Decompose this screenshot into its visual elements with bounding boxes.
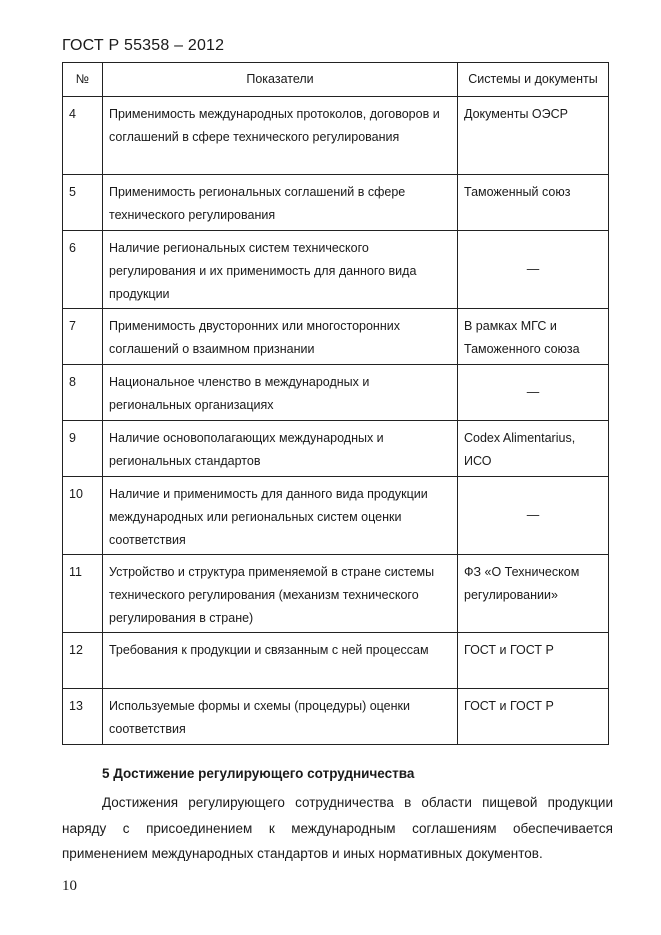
row-system: ГОСТ и ГОСТ Р <box>458 689 609 745</box>
table-row <box>63 555 609 633</box>
row-indicator: Наличие основополагающих международных и региональных стандартов <box>103 421 458 477</box>
table-row <box>63 633 609 689</box>
row-indicator: Применимость региональных соглашений в сфере технического регулирования <box>103 175 458 231</box>
row-number: 12 <box>63 633 103 689</box>
row-indicator: Применимость двусторонних или многосторонних соглашений о взаимном признании <box>103 309 458 365</box>
paragraph-text: Достижения регулирующего сотрудничества в области пищевой продукции наряду с присоединением к международным соглашениям обеспечивается применением международных стандартов и иных нормативных документов. <box>62 795 613 861</box>
row-number: 8 <box>63 365 103 421</box>
row-system: Таможенный союз <box>458 175 609 231</box>
row-number: 11 <box>63 555 103 633</box>
row-number: 9 <box>63 421 103 477</box>
table-header-row <box>63 63 609 97</box>
table-row <box>63 689 609 745</box>
table-row <box>63 421 609 477</box>
row-indicator: Национальное членство в международных и региональных организациях <box>103 365 458 421</box>
row-number: 6 <box>63 231 103 309</box>
column-header-systems: Системы и документы <box>458 63 609 97</box>
row-number: 4 <box>63 97 103 175</box>
row-number: 10 <box>63 477 103 555</box>
page-number: 10 <box>62 878 77 894</box>
row-system: Codex Alimentarius, ИСО <box>458 421 609 477</box>
row-indicator: Наличие и применимость для данного вида продукции международных или региональных систем оценки соответствия <box>103 477 458 555</box>
row-indicator: Используемые формы и схемы (процедуры) оценки соответствия <box>103 689 458 745</box>
row-indicator: Требования к продукции и связанным с ней процессам <box>103 633 458 689</box>
column-header-indicators: Показатели <box>103 63 458 97</box>
table-row <box>63 97 609 175</box>
section-title: 5 Достижение регулирующего сотрудничества <box>102 766 415 781</box>
row-indicator: Применимость международных протоколов, договоров и соглашений в сфере технического регулирования <box>103 97 458 175</box>
row-indicator: Устройство и структура применяемой в стране системы технического регулирования (механизм технического регулирования в стране) <box>103 555 458 633</box>
row-indicator: Наличие региональных систем технического регулирования и их применимость для данного вида продукции <box>103 231 458 309</box>
column-header-number: № <box>63 63 103 97</box>
table-row <box>63 175 609 231</box>
row-number: 7 <box>63 309 103 365</box>
table-row <box>63 309 609 365</box>
row-system: ГОСТ и ГОСТ Р <box>458 633 609 689</box>
row-number: 5 <box>63 175 103 231</box>
section-paragraph <box>62 790 613 867</box>
row-system: — <box>458 231 609 309</box>
row-system: — <box>458 477 609 555</box>
row-system: — <box>458 365 609 421</box>
row-system: Документы ОЭСР <box>458 97 609 175</box>
table-row <box>63 477 609 555</box>
row-system: ФЗ «О Техническом регулировании» <box>458 555 609 633</box>
table-row <box>63 231 609 309</box>
indicators-table <box>62 62 609 745</box>
table-row <box>63 365 609 421</box>
row-number: 13 <box>63 689 103 745</box>
document-header: ГОСТ Р 55358 – 2012 <box>62 37 225 54</box>
row-system: В рамках МГС и Таможенного союза <box>458 309 609 365</box>
